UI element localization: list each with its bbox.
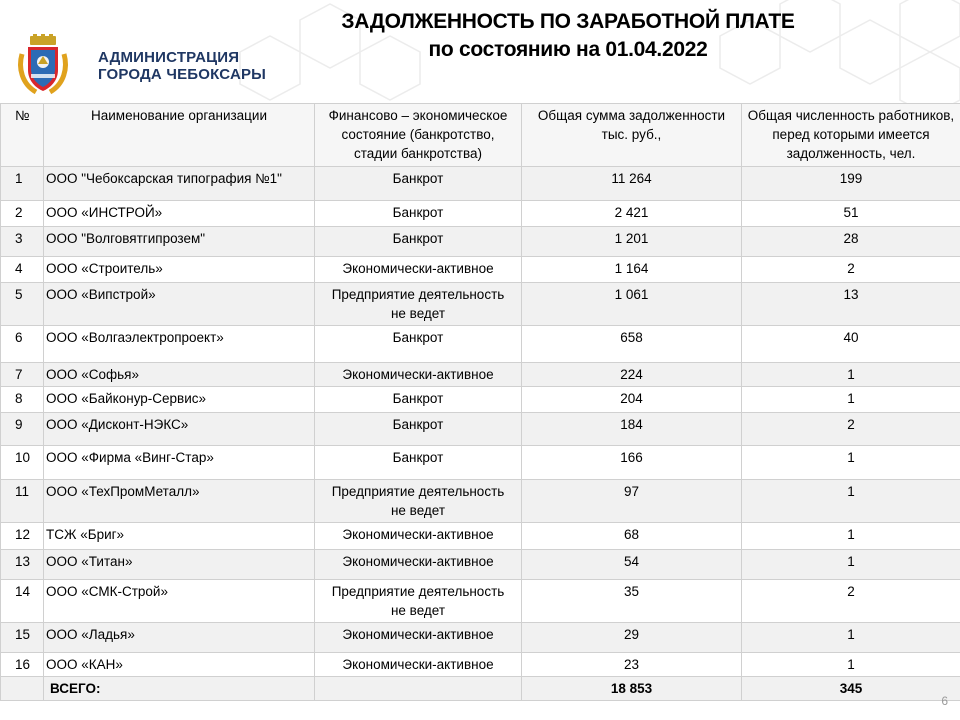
organization-name-cell: ООО «Ладья» bbox=[44, 623, 315, 653]
row-number: 3 bbox=[1, 227, 44, 257]
header-text-line: задолженность, чел. bbox=[786, 146, 916, 161]
debt-amount-cell: 1 201 bbox=[522, 227, 742, 257]
organization-name-cell: ООО «Софья» bbox=[44, 363, 315, 387]
table-row bbox=[1, 201, 960, 227]
wage-debt-table-container bbox=[0, 103, 960, 701]
debt-amount-cell: 1 164 bbox=[522, 257, 742, 283]
debt-amount-cell: 2 421 bbox=[522, 201, 742, 227]
financial-state-line: Банкрот bbox=[392, 450, 444, 465]
table-row bbox=[1, 523, 960, 550]
financial-state-cell bbox=[315, 653, 522, 677]
table-row bbox=[1, 480, 960, 523]
total-workers: 345 bbox=[742, 677, 960, 701]
financial-state-line: Банкрот bbox=[392, 417, 444, 432]
financial-state-line: Банкрот bbox=[392, 391, 444, 406]
table-total-row bbox=[1, 677, 960, 701]
page-number: 6 bbox=[941, 694, 948, 708]
organization-name-cell: ООО «Дисконт-НЭКС» bbox=[44, 413, 315, 446]
financial-state-cell bbox=[315, 480, 522, 523]
row-number: 1 bbox=[1, 167, 44, 201]
financial-state-line: Банкрот bbox=[392, 205, 444, 220]
row-number: 9 bbox=[1, 413, 44, 446]
table-row bbox=[1, 283, 960, 326]
workers-count-cell: 1 bbox=[742, 653, 960, 677]
table-row bbox=[1, 653, 960, 677]
table-row bbox=[1, 580, 960, 623]
column-header-organization: Наименование организации bbox=[44, 104, 315, 167]
cheboksary-coat-of-arms-logo bbox=[16, 34, 70, 96]
row-number: 16 bbox=[1, 653, 44, 677]
organization-name-cell: ООО "Чебоксарская типография №1" bbox=[44, 167, 315, 201]
financial-state-cell bbox=[315, 580, 522, 623]
row-number: 14 bbox=[1, 580, 44, 623]
header-text-line: Общая численность работников, bbox=[747, 108, 955, 123]
table-row bbox=[1, 623, 960, 653]
table-row bbox=[1, 167, 960, 201]
workers-count-cell: 1 bbox=[742, 387, 960, 413]
debt-amount-cell: 224 bbox=[522, 363, 742, 387]
workers-count-cell: 2 bbox=[742, 580, 960, 623]
financial-state-line: Банкрот bbox=[392, 231, 444, 246]
row-number: 5 bbox=[1, 283, 44, 326]
financial-state-cell bbox=[315, 257, 522, 283]
organization-name-cell: ООО «КАН» bbox=[44, 653, 315, 677]
debt-amount-cell: 23 bbox=[522, 653, 742, 677]
wage-debt-table bbox=[0, 103, 960, 701]
table-row bbox=[1, 227, 960, 257]
column-header-debt-amount bbox=[522, 104, 742, 167]
slide-header bbox=[0, 0, 960, 104]
slide-title bbox=[318, 8, 818, 64]
debt-amount-cell: 29 bbox=[522, 623, 742, 653]
table-row bbox=[1, 387, 960, 413]
table-header-row bbox=[1, 104, 960, 167]
debt-amount-cell: 97 bbox=[522, 480, 742, 523]
header-text-line: перед которыми имеется bbox=[772, 127, 930, 142]
table-body bbox=[1, 167, 960, 677]
table-row bbox=[1, 257, 960, 283]
organization-name-cell: ООО «ИНСТРОЙ» bbox=[44, 201, 315, 227]
financial-state-line: Предприятие деятельность bbox=[331, 287, 505, 302]
financial-state-line: Предприятие деятельность bbox=[331, 484, 505, 499]
organization-name-cell: ООО «Байконур-Сервис» bbox=[44, 387, 315, 413]
table-row bbox=[1, 446, 960, 480]
debt-amount-cell: 54 bbox=[522, 550, 742, 580]
row-number: 2 bbox=[1, 201, 44, 227]
row-number: 11 bbox=[1, 480, 44, 523]
workers-count-cell: 13 bbox=[742, 283, 960, 326]
debt-amount-cell: 68 bbox=[522, 523, 742, 550]
workers-count-cell: 28 bbox=[742, 227, 960, 257]
financial-state-cell bbox=[315, 363, 522, 387]
financial-state-cell bbox=[315, 326, 522, 363]
financial-state-line: не ведет bbox=[390, 503, 446, 518]
total-empty-cell bbox=[1, 677, 44, 701]
total-empty-cell bbox=[315, 677, 522, 701]
financial-state-line: Банкрот bbox=[392, 330, 444, 345]
debt-amount-cell: 184 bbox=[522, 413, 742, 446]
financial-state-line: Экономически-активное bbox=[342, 261, 494, 276]
financial-state-cell bbox=[315, 283, 522, 326]
workers-count-cell: 199 bbox=[742, 167, 960, 201]
organization-name-cell: ООО «СМК-Строй» bbox=[44, 580, 315, 623]
header-text-line: состояние (банкротство, bbox=[341, 127, 495, 142]
org-name-line-1: АДМИНИСТРАЦИЯ bbox=[98, 49, 240, 66]
workers-count-cell: 1 bbox=[742, 550, 960, 580]
row-number: 4 bbox=[1, 257, 44, 283]
workers-count-cell: 1 bbox=[742, 363, 960, 387]
table-row bbox=[1, 326, 960, 363]
workers-count-cell: 1 bbox=[742, 480, 960, 523]
row-number: 6 bbox=[1, 326, 44, 363]
financial-state-cell bbox=[315, 413, 522, 446]
header-text-line: тыс. руб., bbox=[601, 127, 662, 142]
organization-name-cell: ООО «Строитель» bbox=[44, 257, 315, 283]
debt-amount-cell: 166 bbox=[522, 446, 742, 480]
row-number: 12 bbox=[1, 523, 44, 550]
financial-state-line: не ведет bbox=[390, 603, 446, 618]
financial-state-cell bbox=[315, 387, 522, 413]
debt-amount-cell: 204 bbox=[522, 387, 742, 413]
header-text-line: стадии банкротства) bbox=[354, 146, 482, 161]
row-number: 15 bbox=[1, 623, 44, 653]
financial-state-line: Экономически-активное bbox=[342, 627, 494, 642]
debt-amount-cell: 11 264 bbox=[522, 167, 742, 201]
financial-state-cell bbox=[315, 623, 522, 653]
workers-count-cell: 40 bbox=[742, 326, 960, 363]
row-number: 13 bbox=[1, 550, 44, 580]
total-debt: 18 853 bbox=[522, 677, 742, 701]
row-number: 7 bbox=[1, 363, 44, 387]
financial-state-cell bbox=[315, 523, 522, 550]
financial-state-cell bbox=[315, 446, 522, 480]
organization-name bbox=[98, 49, 266, 83]
organization-name-cell: ООО «Фирма «Винг-Стар» bbox=[44, 446, 315, 480]
organization-name-cell: ООО «Титан» bbox=[44, 550, 315, 580]
financial-state-line: Экономически-активное bbox=[342, 657, 494, 672]
debt-amount-cell: 1 061 bbox=[522, 283, 742, 326]
title-line-2: по состоянию на 01.04.2022 bbox=[428, 38, 708, 61]
organization-name-cell: ООО «ТехПромМеталл» bbox=[44, 480, 315, 523]
workers-count-cell: 1 bbox=[742, 446, 960, 480]
financial-state-cell bbox=[315, 227, 522, 257]
organization-name-cell: ООО «Волгаэлектропроект» bbox=[44, 326, 315, 363]
row-number: 8 bbox=[1, 387, 44, 413]
organization-name-cell: ООО "Волговятгипрозем" bbox=[44, 227, 315, 257]
row-number: 10 bbox=[1, 446, 44, 480]
table-row bbox=[1, 363, 960, 387]
column-header-financial-state bbox=[315, 104, 522, 167]
workers-count-cell: 51 bbox=[742, 201, 960, 227]
organization-name-cell: ООО «Випстрой» bbox=[44, 283, 315, 326]
workers-count-cell: 2 bbox=[742, 413, 960, 446]
financial-state-cell bbox=[315, 167, 522, 201]
workers-count-cell: 1 bbox=[742, 623, 960, 653]
debt-amount-cell: 658 bbox=[522, 326, 742, 363]
financial-state-cell bbox=[315, 550, 522, 580]
table-row bbox=[1, 550, 960, 580]
financial-state-line: Экономически-активное bbox=[342, 554, 494, 569]
header-text-line: Общая сумма задолженности bbox=[537, 108, 726, 123]
table-row bbox=[1, 413, 960, 446]
organization-name-cell: ТСЖ «Бриг» bbox=[44, 523, 315, 550]
financial-state-line: Банкрот bbox=[392, 171, 444, 186]
column-header-number: № bbox=[1, 104, 44, 167]
debt-amount-cell: 35 bbox=[522, 580, 742, 623]
header-text-line: Финансово – экономическое bbox=[328, 108, 508, 123]
workers-count-cell: 2 bbox=[742, 257, 960, 283]
org-name-line-2: ГОРОДА ЧЕБОКСАРЫ bbox=[98, 66, 267, 83]
workers-count-cell: 1 bbox=[742, 523, 960, 550]
title-line-1: ЗАДОЛЖЕННОСТЬ ПО ЗАРАБОТНОЙ ПЛАТЕ bbox=[341, 10, 795, 33]
column-header-workers-count bbox=[742, 104, 960, 167]
financial-state-line: Экономически-активное bbox=[342, 367, 494, 382]
total-label: ВСЕГО: bbox=[44, 677, 315, 701]
financial-state-line: Экономически-активное bbox=[342, 527, 494, 542]
financial-state-line: Предприятие деятельность bbox=[331, 584, 505, 599]
financial-state-cell bbox=[315, 201, 522, 227]
financial-state-line: не ведет bbox=[390, 306, 446, 321]
